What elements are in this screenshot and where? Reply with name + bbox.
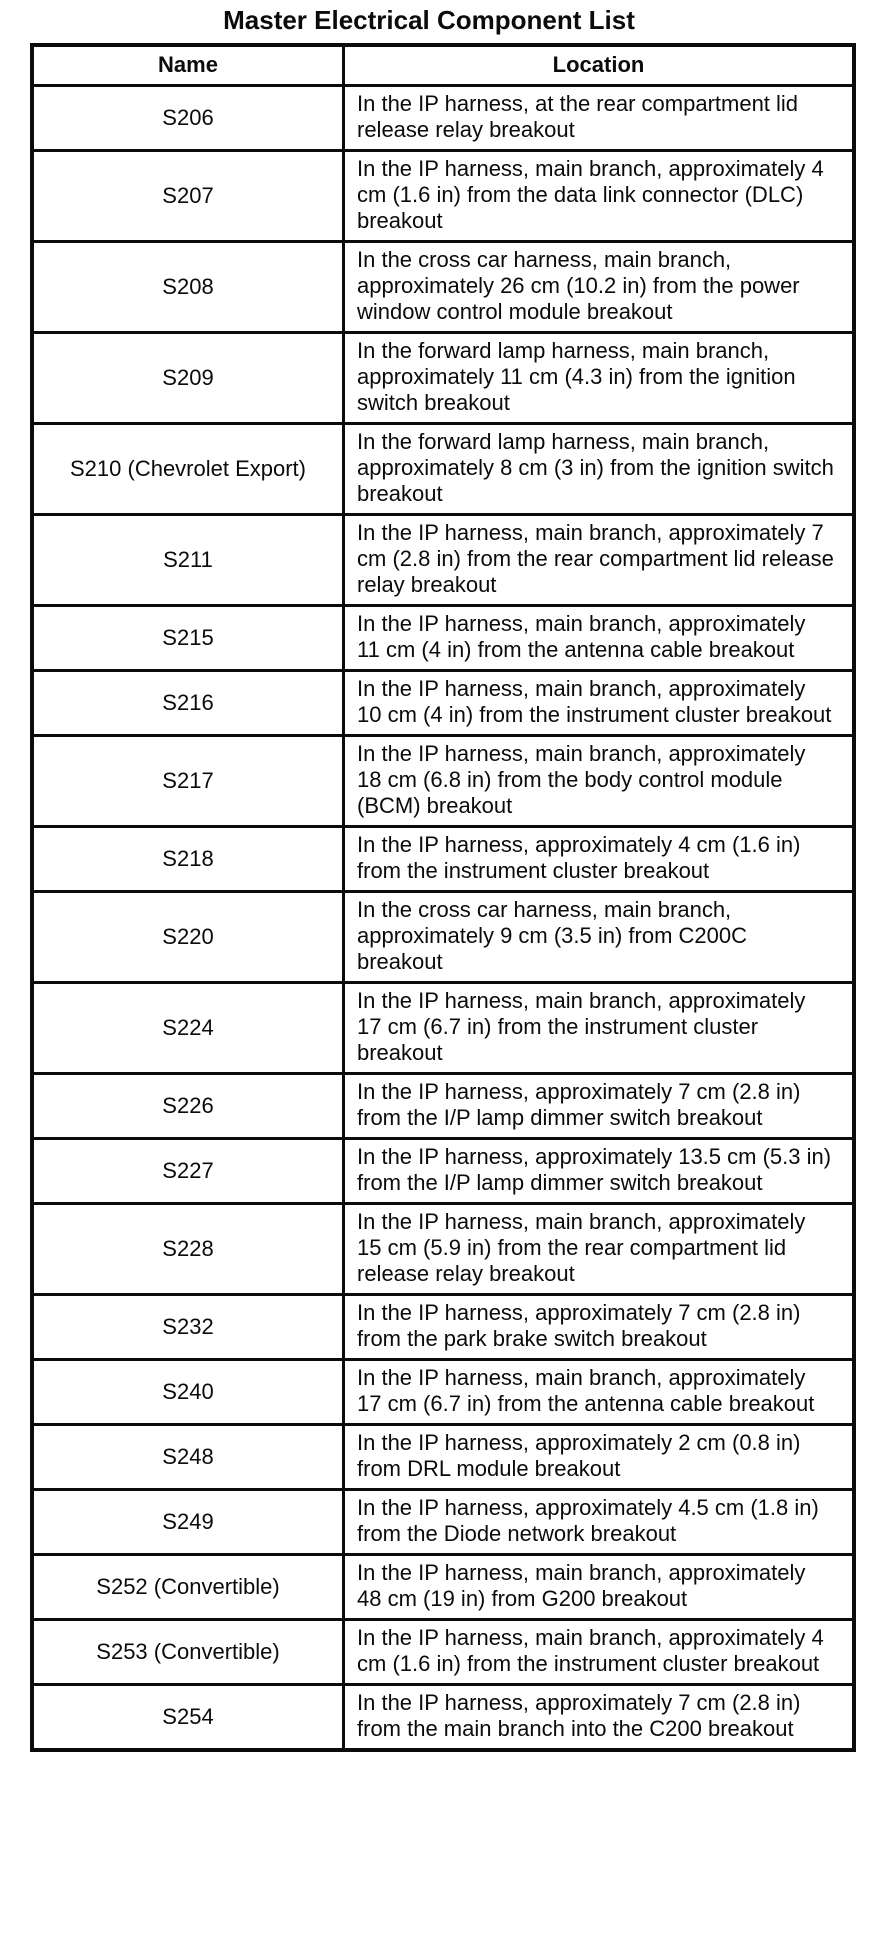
table-row [32,1204,854,1295]
header-row [32,45,854,86]
table-row [32,333,854,424]
component-name: S224 [32,983,344,1074]
component-name: S218 [32,827,344,892]
component-name: S232 [32,1295,344,1360]
component-name: S215 [32,606,344,671]
component-name: S211 [32,515,344,606]
component-location: In the cross car harness, main branch, approximately 9 cm (3.5 in) from C200C breakout [344,892,855,983]
component-name: S240 [32,1360,344,1425]
table-row [32,1620,854,1685]
component-name: S209 [32,333,344,424]
component-location: In the IP harness, approximately 4.5 cm (1.8 in) from the Diode network breakout [344,1490,855,1555]
table-row [32,827,854,892]
component-location: In the IP harness, approximately 13.5 cm (5.3 in) from the I/P lamp dimmer switch breakout [344,1139,855,1204]
component-location: In the IP harness, main branch, approximately 18 cm (6.8 in) from the body control module (BCM) breakout [344,736,855,827]
table-row [32,1139,854,1204]
table-row [32,424,854,515]
component-location: In the IP harness, approximately 7 cm (2.8 in) from the I/P lamp dimmer switch breakout [344,1074,855,1139]
component-location: In the IP harness, main branch, approximately 17 cm (6.7 in) from the antenna cable breakout [344,1360,855,1425]
component-name: S206 [32,86,344,151]
component-name: S228 [32,1204,344,1295]
table-body [32,86,854,1751]
component-location: In the IP harness, main branch, approximately 7 cm (2.8 in) from the rear compartment lid release relay breakout [344,515,855,606]
table-row [32,1295,854,1360]
table-row [32,86,854,151]
component-location: In the cross car harness, main branch, approximately 26 cm (10.2 in) from the power window control module breakout [344,242,855,333]
component-table [30,43,856,1752]
component-name: S208 [32,242,344,333]
component-location: In the IP harness, main branch, approximately 4 cm (1.6 in) from the instrument cluster breakout [344,1620,855,1685]
table-row [32,606,854,671]
table-row [32,515,854,606]
component-name: S216 [32,671,344,736]
table-row [32,242,854,333]
component-location: In the forward lamp harness, main branch, approximately 11 cm (4.3 in) from the ignition switch breakout [344,333,855,424]
component-name: S226 [32,1074,344,1139]
table-row [32,1490,854,1555]
component-name: S253 (Convertible) [32,1620,344,1685]
component-location: In the IP harness, main branch, approximately 4 cm (1.6 in) from the data link connector (DLC) breakout [344,151,855,242]
component-name: S252 (Convertible) [32,1555,344,1620]
component-name: S249 [32,1490,344,1555]
component-name: S207 [32,151,344,242]
component-name: S227 [32,1139,344,1204]
table-row [32,151,854,242]
table-row [32,736,854,827]
component-location: In the IP harness, approximately 7 cm (2.8 in) from the main branch into the C200 breakout [344,1685,855,1751]
table-row [32,1555,854,1620]
component-location: In the IP harness, main branch, approximately 17 cm (6.7 in) from the instrument cluster breakout [344,983,855,1074]
component-name: S254 [32,1685,344,1751]
table-row [32,1425,854,1490]
component-name: S210 (Chevrolet Export) [32,424,344,515]
table-row [32,671,854,736]
component-location: In the IP harness, main branch, approximately 10 cm (4 in) from the instrument cluster breakout [344,671,855,736]
component-location: In the IP harness, approximately 7 cm (2.8 in) from the park brake switch breakout [344,1295,855,1360]
column-header-name: Name [32,45,344,86]
component-location: In the IP harness, main branch, approximately 15 cm (5.9 in) from the rear compartment lid release relay breakout [344,1204,855,1295]
component-location: In the IP harness, main branch, approximately 11 cm (4 in) from the antenna cable breakout [344,606,855,671]
page-title: Master Electrical Component List [223,5,635,35]
table-row [32,983,854,1074]
document-page [0,5,896,1752]
table-row [32,1360,854,1425]
table-row [32,1685,854,1751]
column-header-location: Location [344,45,855,86]
component-location: In the IP harness, at the rear compartment lid release relay breakout [344,86,855,151]
component-location: In the forward lamp harness, main branch, approximately 8 cm (3 in) from the ignition switch breakout [344,424,855,515]
table-row [32,1074,854,1139]
component-name: S220 [32,892,344,983]
component-location: In the IP harness, main branch, approximately 48 cm (19 in) from G200 breakout [344,1555,855,1620]
component-name: S248 [32,1425,344,1490]
component-name: S217 [32,736,344,827]
component-location: In the IP harness, approximately 2 cm (0.8 in) from DRL module breakout [344,1425,855,1490]
table-row [32,892,854,983]
component-location: In the IP harness, approximately 4 cm (1.6 in) from the instrument cluster breakout [344,827,855,892]
